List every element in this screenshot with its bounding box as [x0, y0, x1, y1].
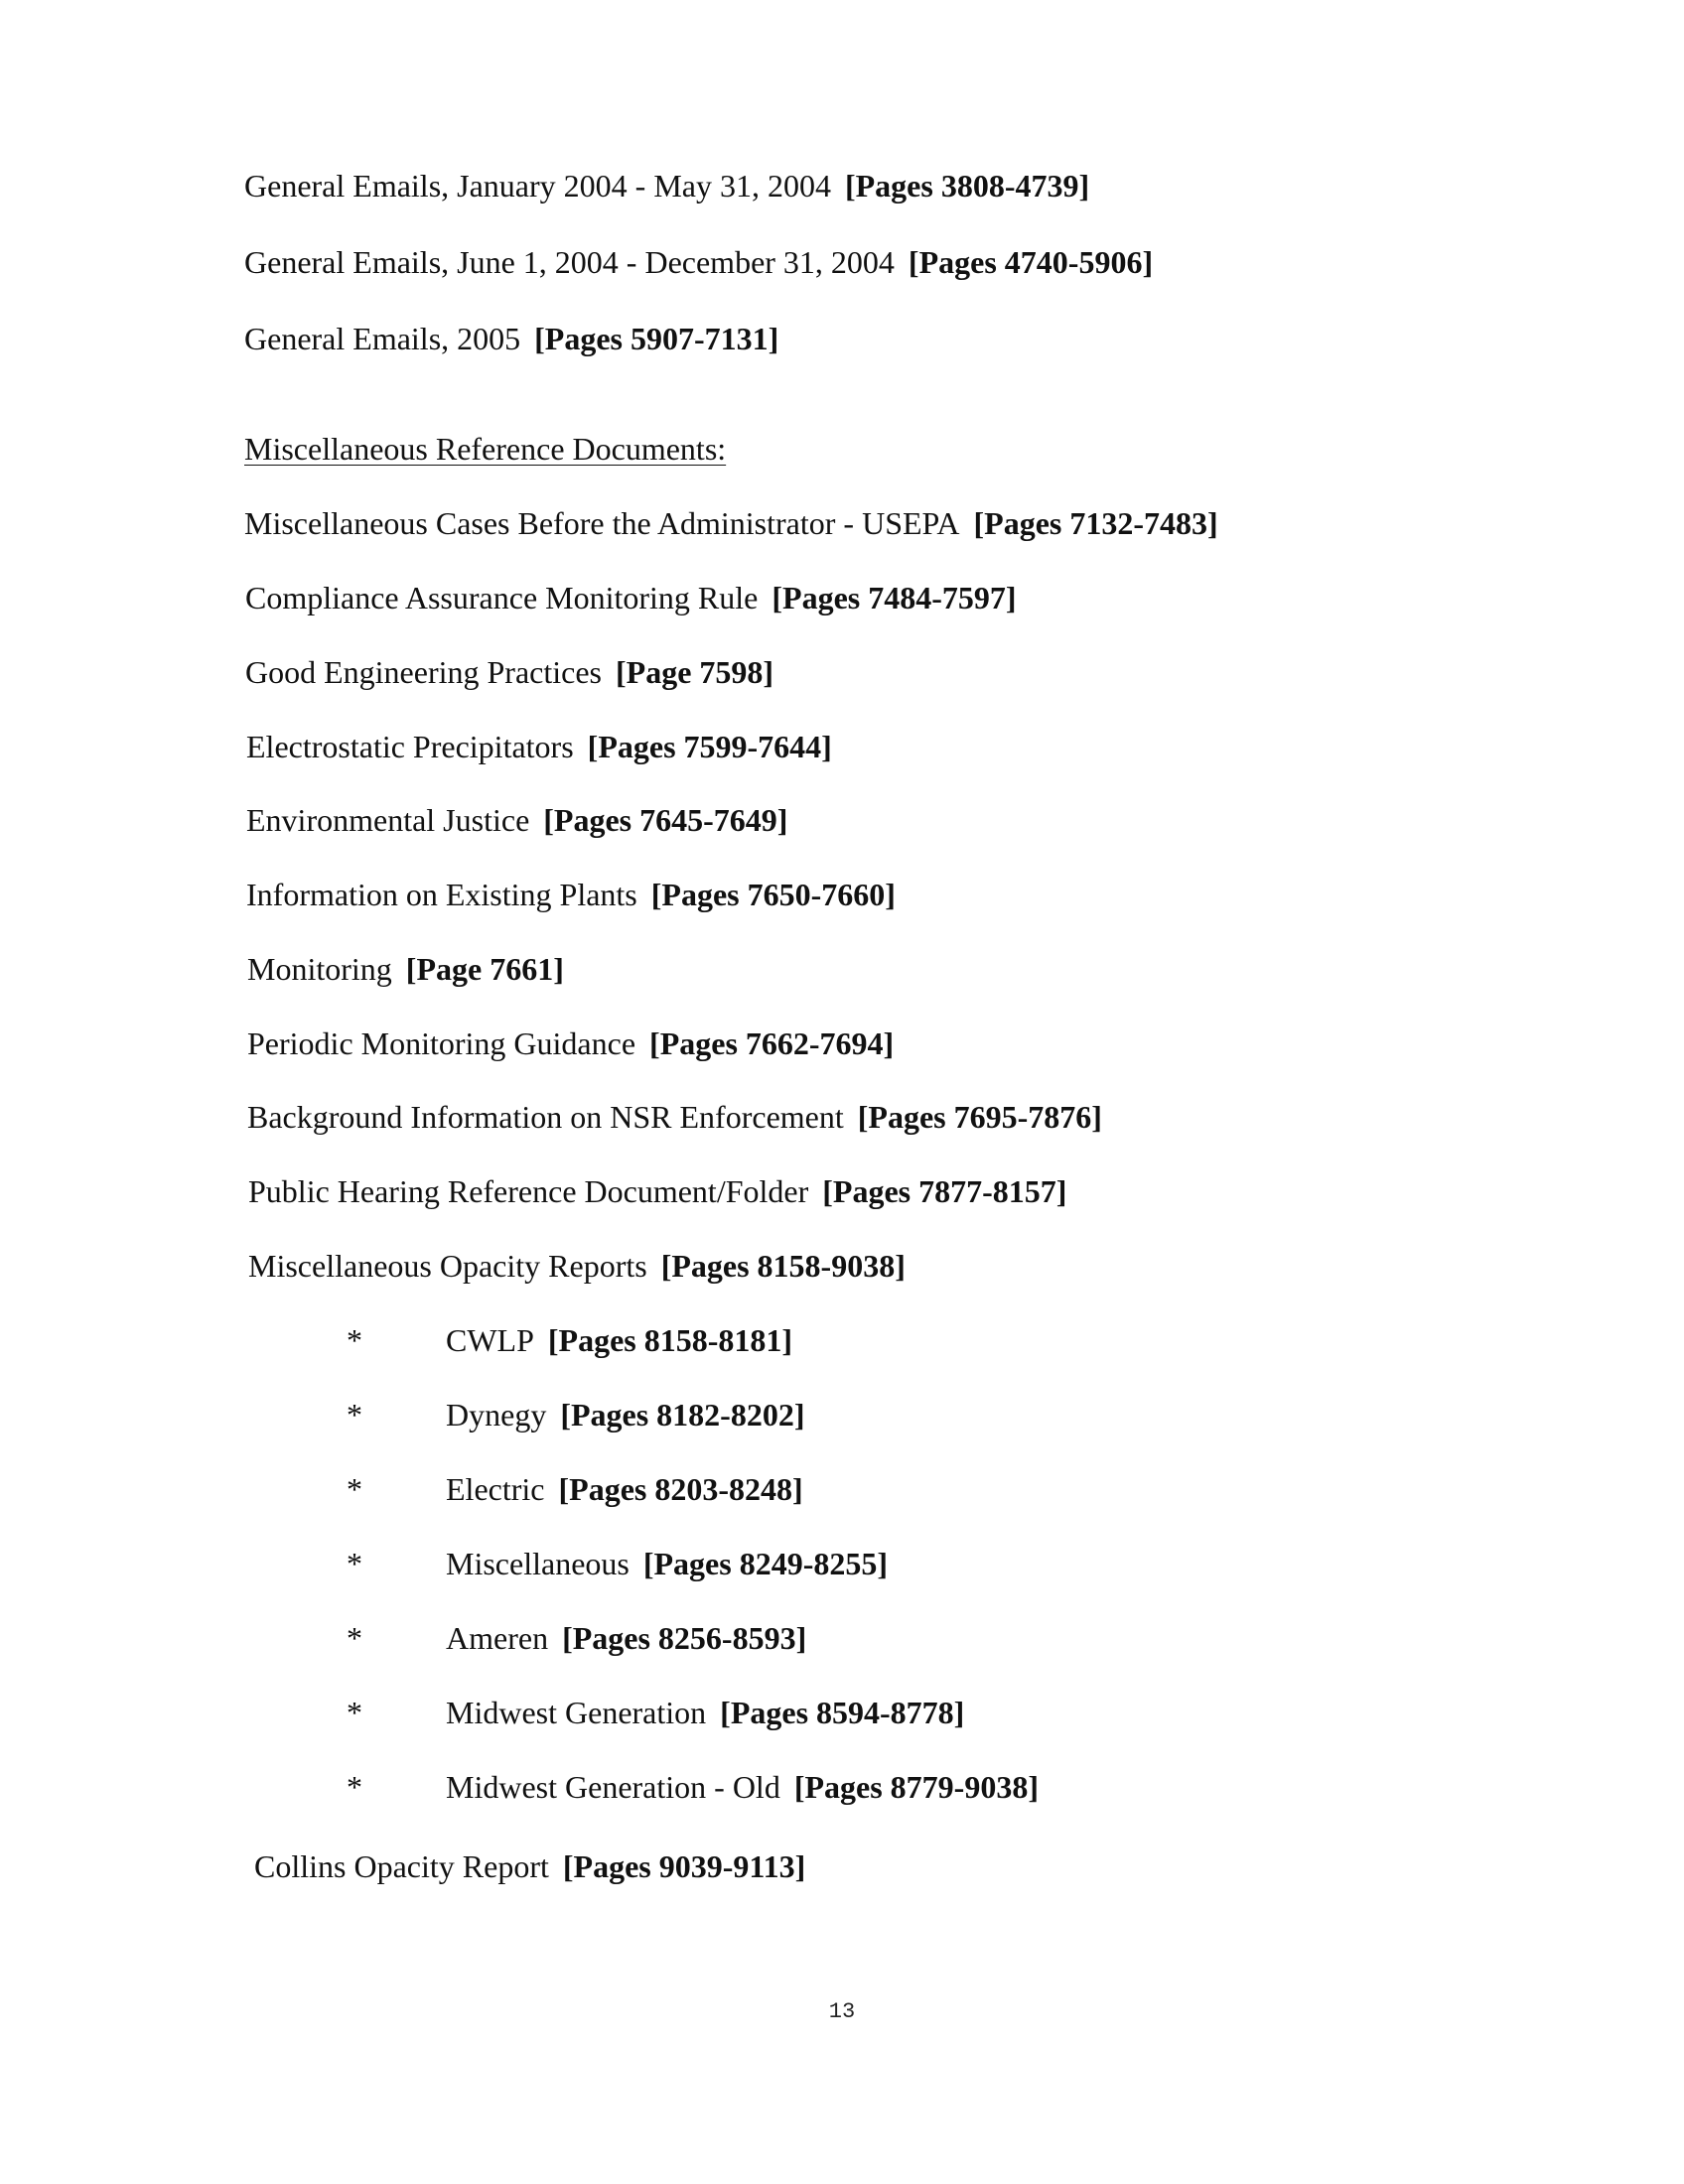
entry-title: CWLP [446, 1322, 534, 1358]
page-number: 13 [828, 1999, 856, 2024]
entry-title: Ameren [446, 1620, 549, 1656]
entry-title: General Emails, June 1, 2004 - December 31, 2004 [244, 244, 895, 280]
entry-pages: [Pages 3808-4739] [844, 168, 1090, 204]
entry-title: General Emails, 2005 [244, 321, 521, 356]
index-entry [245, 578, 1017, 617]
entry-title: Midwest Generation [446, 1695, 707, 1730]
entry-title: Collins Opacity Report [254, 1848, 549, 1884]
entry-title: General Emails, January 2004 - May 31, 2004 [244, 168, 831, 204]
entry-pages: [Page 7661] [405, 951, 564, 987]
entry-pages: [Pages 8158-8181] [547, 1322, 793, 1358]
section-heading: Miscellaneous Reference Documents: [244, 431, 727, 467]
bullet-asterisk: * [347, 1546, 362, 1581]
entry-pages: [Pages 7695-7876] [857, 1099, 1102, 1135]
index-entry [245, 652, 773, 692]
sub-list-item [347, 1544, 1240, 1583]
entry-pages: [Pages 8594-8778] [720, 1695, 965, 1730]
entry-title: Miscellaneous Cases Before the Administrator - USEPA [244, 505, 960, 541]
sub-list-item [347, 1618, 1240, 1658]
sub-list-item [347, 1693, 1240, 1732]
entry-title: Monitoring [247, 951, 392, 987]
entry-title: Dynegy [446, 1397, 547, 1433]
index-entry [246, 727, 832, 766]
entry-pages: [Pages 9039-9113] [562, 1848, 806, 1884]
bullet-asterisk: * [347, 1769, 362, 1805]
entry-pages: [Pages 8256-8593] [562, 1620, 807, 1656]
index-entry [246, 875, 896, 914]
entry-pages: [Pages 8249-8255] [642, 1546, 889, 1581]
bullet-asterisk: * [347, 1322, 362, 1358]
sub-list-item [347, 1320, 1240, 1360]
entry-pages: [Pages 4740-5906] [908, 244, 1154, 280]
entry-pages: [Pages 7132-7483] [973, 505, 1218, 541]
entry-pages: [Pages 5907-7131] [534, 321, 779, 356]
entry-title: Midwest Generation - Old [446, 1769, 780, 1805]
entry-title: Compliance Assurance Monitoring Rule [245, 580, 759, 615]
index-entry [247, 949, 564, 989]
index-entry [244, 242, 1153, 282]
entry-pages: [Pages 7877-8157] [822, 1173, 1067, 1209]
index-entry [247, 1024, 894, 1063]
entry-title: Information on Existing Plants [246, 877, 637, 912]
entry-title: Environmental Justice [246, 802, 530, 838]
entry-pages: [Pages 7645-7649] [543, 802, 788, 838]
sub-list-item [347, 1469, 1240, 1509]
index-entry [248, 1171, 1066, 1211]
entry-title: Miscellaneous [446, 1546, 630, 1581]
index-entry [248, 1246, 906, 1286]
entry-title: Electric [446, 1471, 545, 1507]
entry-pages: [Pages 7662-7694] [649, 1025, 895, 1061]
bullet-asterisk: * [347, 1620, 362, 1656]
sub-list-item [347, 1767, 1240, 1807]
entry-title: Miscellaneous Opacity Reports [248, 1248, 647, 1284]
entry-pages: [Pages 8158-9038] [660, 1248, 906, 1284]
entry-title: Periodic Monitoring Guidance [247, 1025, 636, 1061]
entry-pages: [Pages 8203-8248] [558, 1471, 803, 1507]
entry-title: Electrostatic Precipitators [246, 729, 574, 764]
entry-pages: [Pages 7650-7660] [650, 877, 896, 912]
sub-list-item [347, 1395, 1240, 1434]
index-entry [244, 319, 778, 358]
index-entry [247, 1097, 1102, 1137]
bullet-asterisk: * [347, 1397, 362, 1433]
bullet-asterisk: * [347, 1471, 362, 1507]
entry-pages: [Pages 8182-8202] [560, 1397, 805, 1433]
entry-title: Good Engineering Practices [245, 654, 602, 690]
index-entry [246, 800, 787, 840]
entry-pages: [Page 7598] [616, 654, 774, 690]
index-entry [244, 503, 1218, 543]
index-entry [254, 1846, 805, 1886]
index-entry [244, 166, 1089, 205]
entry-title: Public Hearing Reference Document/Folder [248, 1173, 809, 1209]
entry-pages: [Pages 7599-7644] [587, 729, 832, 764]
entry-title: Background Information on NSR Enforcement [247, 1099, 844, 1135]
entry-pages: [Pages 7484-7597] [772, 580, 1017, 615]
bullet-asterisk: * [347, 1695, 362, 1730]
entry-pages: [Pages 8779-9038] [793, 1769, 1039, 1805]
